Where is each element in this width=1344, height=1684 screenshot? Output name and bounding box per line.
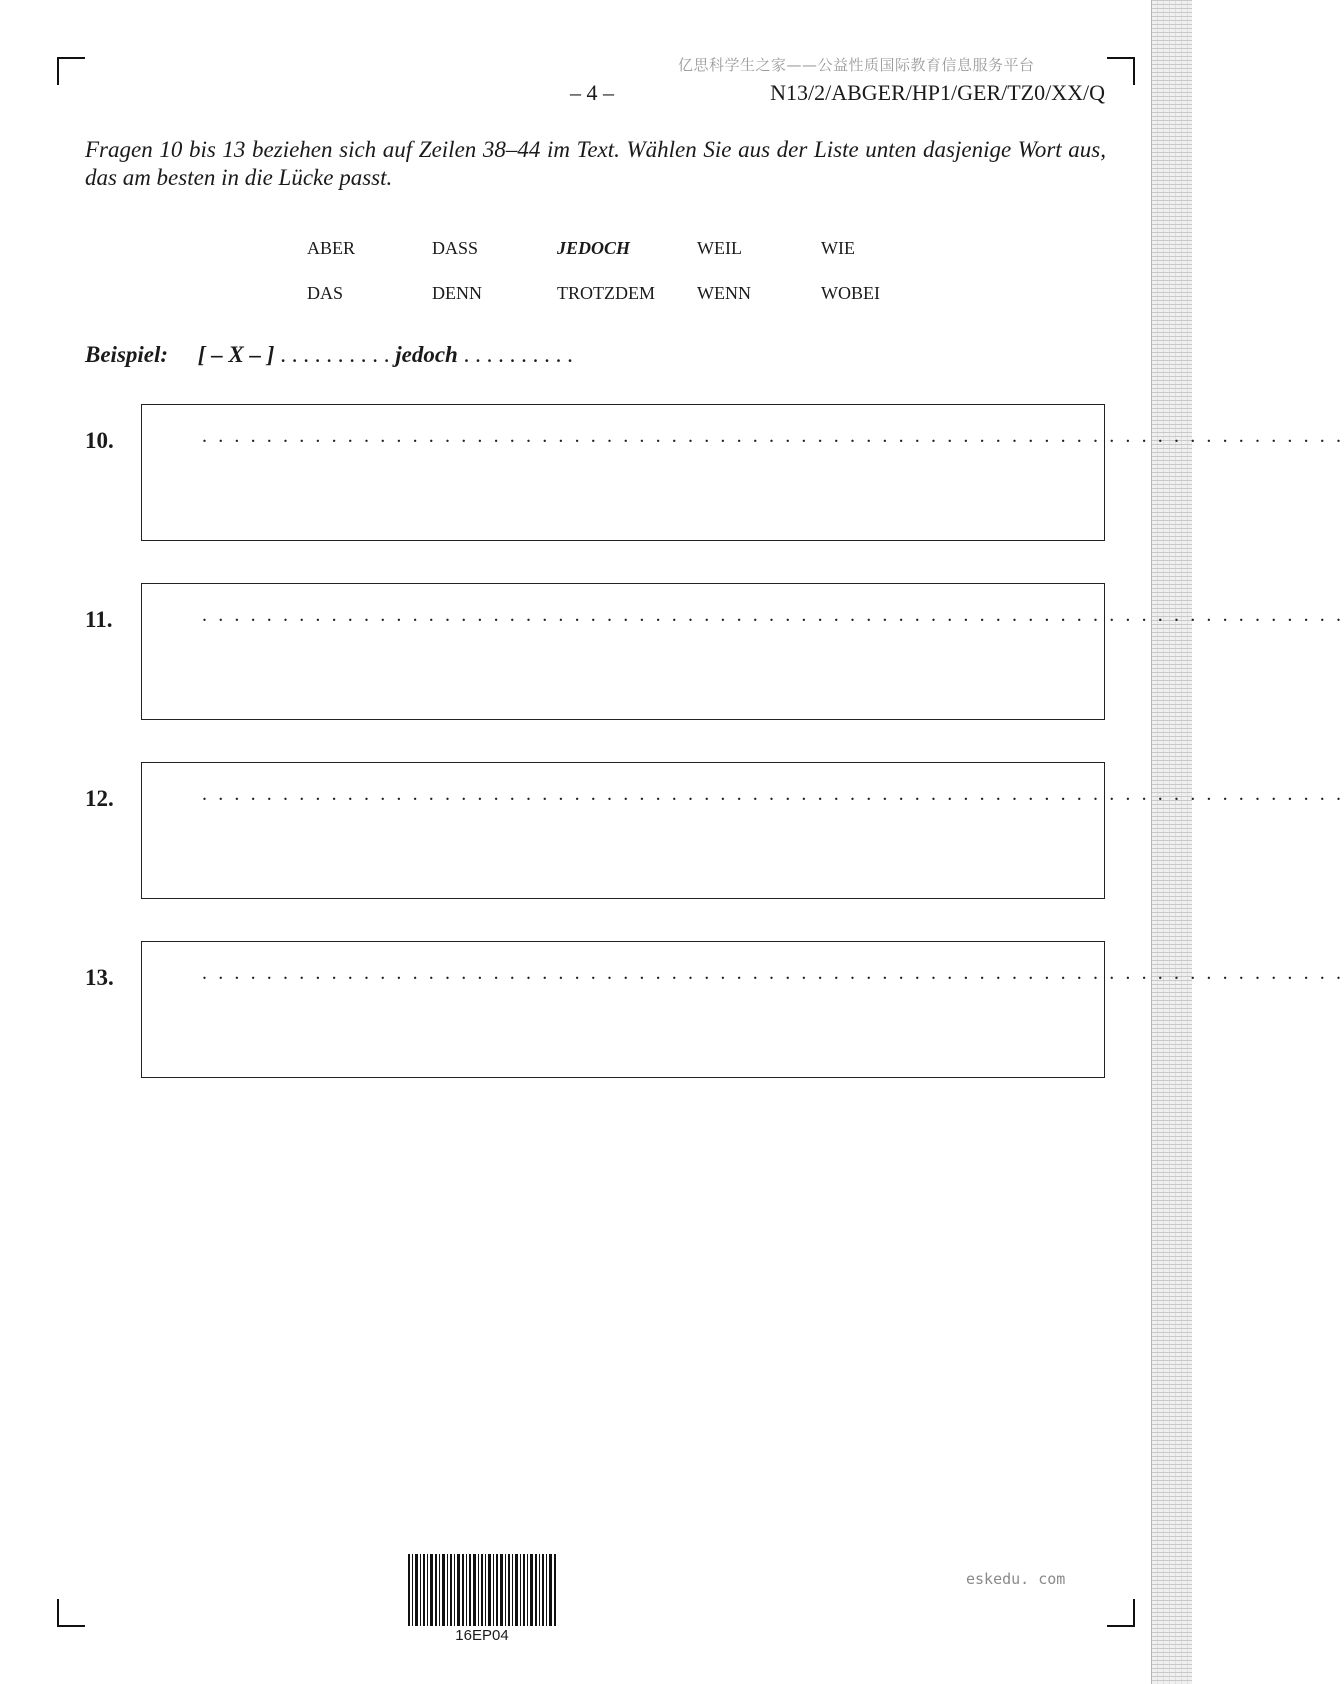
word-option: ABER [307,238,356,258]
word-option: TROTZDEM [557,283,655,303]
crop-mark-bottom-right [1107,1599,1135,1627]
barcode-text: 16EP04 [455,1627,509,1644]
answer-box[interactable] [141,404,1344,541]
example-line [85,342,573,368]
example-label: Beispiel: [85,342,169,367]
answer-box[interactable] [141,583,1344,720]
question-number: 10. [85,428,114,453]
example-leader: . . . . . . . . . . [280,342,396,367]
word-option: WIE [821,238,855,258]
word-option: DENN [432,283,482,303]
answer-line: . . . . . . . . . . . . . . . . . . . . . . . . . . . . . . . . . . . . . . . . . . . . . . . . . . . . . . . . . . . . . . . . . . . . . . . [202,783,1344,805]
question-number: 13. [85,965,114,990]
answer-box[interactable] [141,762,1344,899]
crop-mark-top-left [57,57,85,85]
example-trailer: . . . . . . . . . . [463,342,573,367]
word-option: WENN [697,283,751,303]
word-option: WEIL [697,238,742,258]
crop-mark-bottom-left [57,1599,85,1627]
example-answer: jedoch [395,342,458,367]
question-number: 12. [85,786,114,811]
word-option: DAS [307,283,344,303]
crop-mark-top-right [1107,57,1135,85]
paper-code: N13/2/ABGER/HP1/GER/TZ0/XX/Q [770,80,1105,105]
word-option-example: JEDOCH [557,238,631,258]
barcode-image [408,1554,556,1626]
answer-line: . . . . . . . . . . . . . . . . . . . . . . . . . . . . . . . . . . . . . . . . . . . . . . . . . . . . . . . . . . . . . . . . . . . . . . . [202,604,1344,626]
question-number: 11. [85,607,113,632]
example-marker: [ – X – ] [197,342,275,367]
word-option: WOBEI [821,283,880,303]
watermark-text: 亿思科学生之家——公益性质国际教育信息服务平台 [678,56,1035,74]
page-number: – 4 – [570,80,614,105]
answer-line: . . . . . . . . . . . . . . . . . . . . . . . . . . . . . . . . . . . . . . . . . . . . . . . . . . . . . . . . . . . . . . . . . . . . . . . [202,425,1344,447]
instruction-text: Fragen 10 bis 13 beziehen sich auf Zeilen 38–44 im Text. Wählen Sie aus der Liste unten dasjenige Wort aus, das am besten in die Lücke passt. [85,137,1106,190]
word-option: DASS [432,238,479,258]
answer-box[interactable] [141,941,1344,1078]
page-edge-hatching [1151,0,1192,1684]
site-watermark: eskedu. com [966,1570,1066,1588]
answer-line: . . . . . . . . . . . . . . . . . . . . . . . . . . . . . . . . . . . . . . . . . . . . . . . . . . . . . . . . . . . . . . . . . . . . . . . [202,962,1344,984]
